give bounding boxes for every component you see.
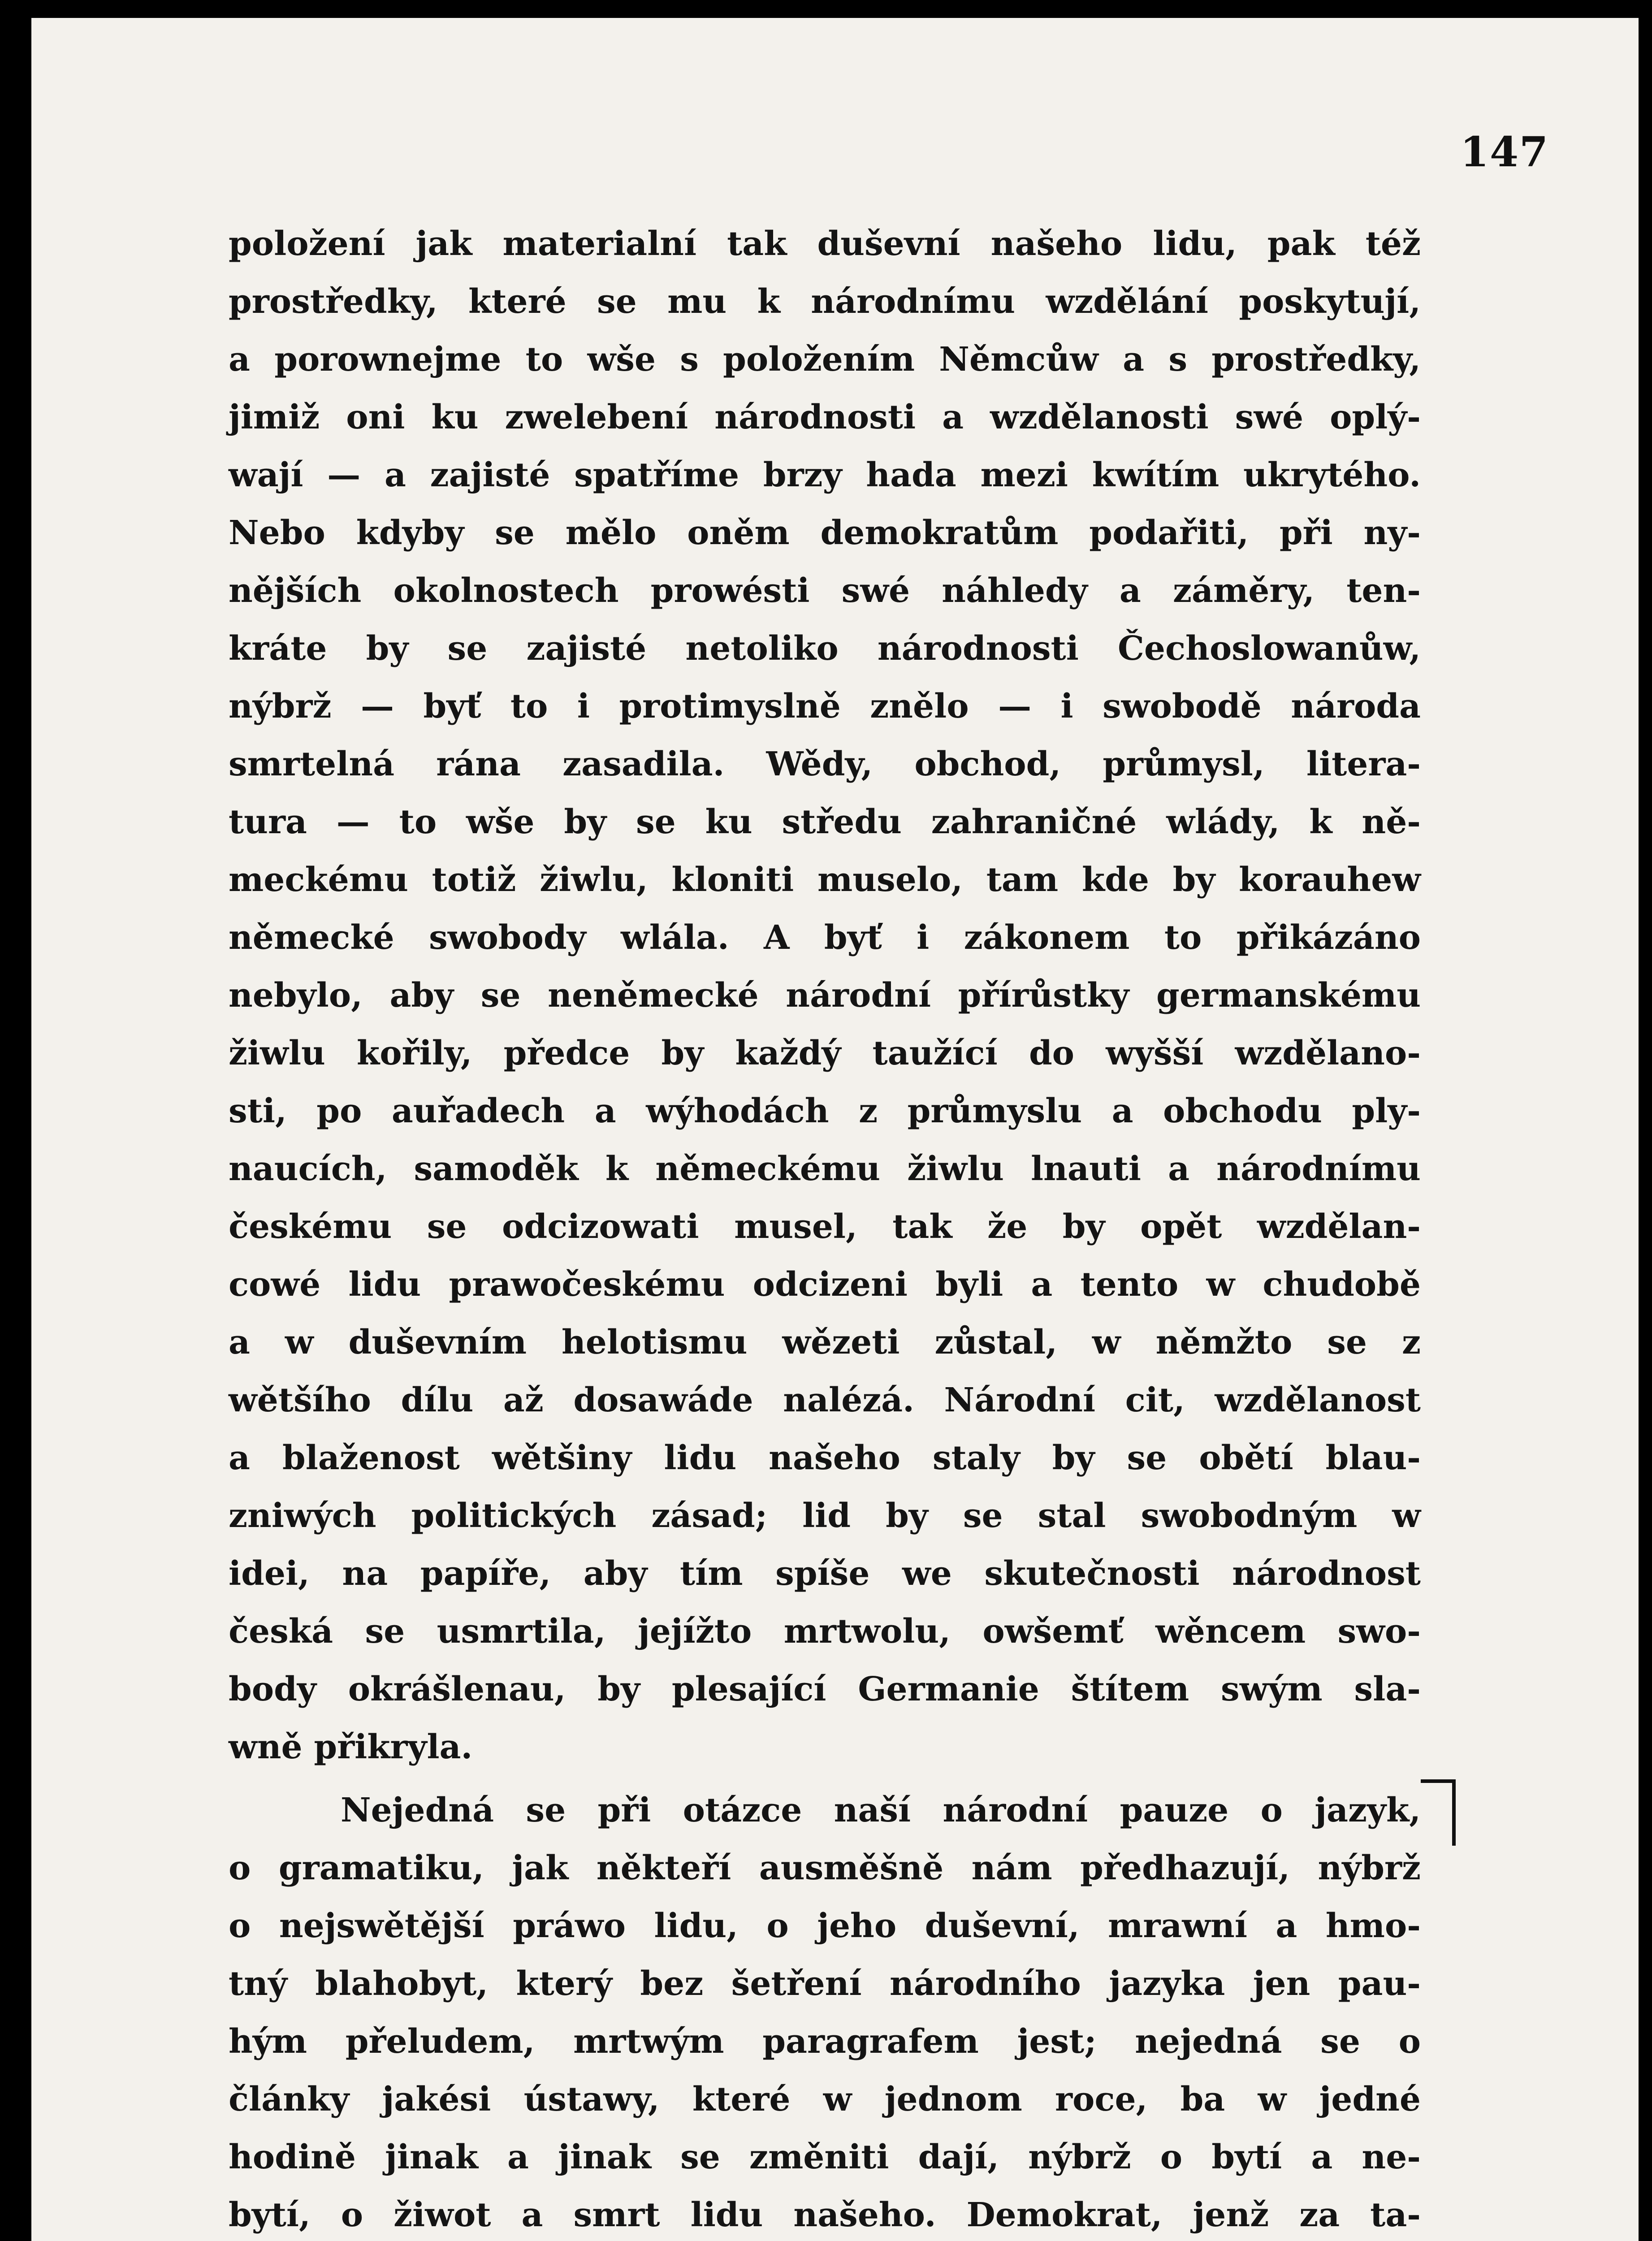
text-line: wětšího dílu až dosawáde nalézá. Národní cit, wzdělanost [229, 1381, 1421, 1419]
text-line: sti, po auřadech a wýhodách z průmyslu a obchodu ply- [229, 1092, 1421, 1130]
text-line: Nejedná se při otázce naší národní pauze o jazyk, [341, 1791, 1421, 1830]
text-line: tný blahobyt, který bez šetření národního jazyka jen pau- [229, 1964, 1421, 2003]
scan-border [0, 0, 31, 2241]
body-text [229, 215, 1421, 2241]
page-number: 147 [1460, 128, 1549, 176]
text-line: žiwlu kořily, předce by každý taužící do wyšší wzdělano- [229, 1034, 1421, 1073]
text-line: jimiž oni ku zwelebení národnosti a wzdělanosti swé oplý- [229, 398, 1421, 437]
text-line: tura — to wše by se ku středu zahraničné wlády, k ně- [229, 803, 1421, 841]
text-line: nýbrž — byť to i protimyslně znělo — i swobodě národa [229, 687, 1421, 726]
text-line: Nebo kdyby se mělo oněm demokratům podařiti, při ny- [229, 514, 1421, 552]
text-line: články jakési ústawy, které w jednom roce, ba w jedné [229, 2080, 1421, 2119]
book-page [31, 18, 1639, 2241]
text-line: prostředky, které se mu k národnímu wzdělání poskytují, [229, 282, 1421, 321]
text-line: meckému totiž žiwlu, kloniti muselo, tam kde by korauhew [229, 861, 1421, 899]
text-line: body okrášlenau, by plesající Germanie štítem swým sla- [229, 1670, 1421, 1709]
margin-bracket-mark [1421, 1779, 1456, 1846]
text-line: o nejswětější práwo lidu, o jeho duševní, mrawní a hmo- [229, 1907, 1421, 1945]
text-line: kráte by se zajisté netoliko národnosti Čechoslowanůw, [229, 629, 1421, 668]
text-line: hodině jinak a jinak se změniti dají, nýbrž o bytí a ne- [229, 2138, 1421, 2176]
text-line: německé swobody wlála. A byť i zákonem to přikázáno [229, 918, 1421, 957]
text-line: a blaženost wětšiny lidu našeho staly by se obětí blau- [229, 1439, 1421, 1477]
text-line: nebylo, aby se neněmecké národní přírůstky germanskému [229, 976, 1421, 1015]
text-line: naucích, samoděk k německému žiwlu lnauti a národnímu [229, 1150, 1421, 1188]
text-line: českému se odcizowati musel, tak že by opět wzdělan- [229, 1207, 1421, 1246]
text-line: bytí, o žiwot a smrt lidu našeho. Demokrat, jenž za ta- [229, 2196, 1421, 2234]
paragraph-2 [229, 1782, 1421, 2241]
text-line: o gramatiku, jak někteří ausměšně nám předhazují, nýbrž [229, 1849, 1421, 1887]
text-line: a porownejme to wše s položením Němcůw a s prostředky, [229, 340, 1421, 379]
text-line: nějších okolnostech prowésti swé náhledy a záměry, ten- [229, 571, 1421, 610]
text-line: a w duševním helotismu wězeti zůstal, w němžto se z [229, 1323, 1421, 1362]
text-line: idei, na papíře, aby tím spíše we skutečnosti národnost [229, 1554, 1421, 1593]
text-line: hým přeludem, mrtwým paragrafem jest; nejedná se o [229, 2022, 1421, 2061]
text-line: cowé lidu prawočeskému odcizeni byli a tento w chudobě [229, 1265, 1421, 1304]
text-line: česká se usmrtila, jejížto mrtwolu, owšemť wěncem swo- [229, 1612, 1421, 1651]
text-line: wají — a zajisté spatříme brzy hada mezi kwítím ukrytého. [229, 456, 1421, 494]
text-line: položení jak materialní tak duševní našeho lidu, pak též [229, 225, 1421, 263]
paragraph-1 [229, 215, 1421, 1776]
text-line: smrtelná rána zasadila. Wědy, obchod, průmysl, litera- [229, 745, 1421, 783]
text-line: zniwých politických zásad; lid by se stal swobodným w [229, 1497, 1421, 1535]
paragraph-gap [229, 1776, 1421, 1782]
text-line: wně přikryla. [229, 1728, 473, 1766]
